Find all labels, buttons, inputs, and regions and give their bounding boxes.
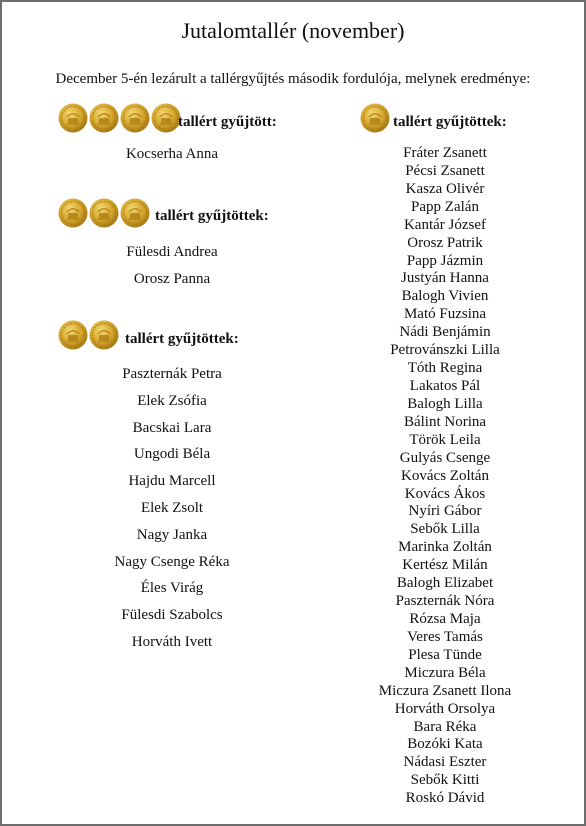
group-three-coins (58, 198, 269, 228)
name-item: Horváth Orsolya (394, 700, 496, 717)
name-item: Tóth Regina (407, 360, 483, 377)
intro-text: December 5-én lezárult a tallérgyűjtés második fordulója, melynek eredménye: (55, 71, 531, 87)
name-item: Nyíri Gábor (408, 503, 482, 520)
taller-coin-icon (360, 103, 390, 133)
group-label: tallért gyűjtöttek: (155, 207, 269, 224)
name-item: Kasza Olivér (405, 180, 485, 197)
group-two-coins (58, 320, 239, 350)
name-item: Plesa Tünde (408, 646, 482, 663)
name-item: Gulyás Csenge (399, 449, 491, 466)
taller-coin-icon (58, 103, 88, 133)
taller-coin-icon (151, 103, 181, 133)
name-item: Nagy Csenge Réka (114, 553, 230, 570)
name-item: Hajdu Marcell (128, 473, 216, 490)
name-item: Paszternák Petra (122, 366, 222, 382)
coin-row (58, 198, 151, 228)
name-item: Kocserha Anna (125, 146, 219, 162)
name-item: Bacskai Lara (132, 419, 212, 436)
name-item: Nagy Janka (136, 526, 208, 543)
name-item: Veres Tamás (407, 628, 483, 645)
name-item: Miczura Zsanett Ilona (378, 682, 512, 699)
name-list-four (42, 145, 302, 163)
name-item: Roskó Dávid (405, 790, 485, 807)
name-item: Kovács Ákos (404, 485, 486, 502)
group-four-coins (58, 103, 277, 133)
name-item: Fráter Zsanett (403, 145, 487, 161)
group-label: tallért gyűjtöttek: (125, 330, 239, 347)
name-item: Balogh Elizabet (396, 575, 494, 592)
name-item: Petrovánszki Lilla (390, 342, 500, 359)
name-item: Pécsi Zsanett (405, 162, 485, 179)
name-item: Rózsa Maja (409, 610, 481, 627)
name-item: Bara Réka (413, 718, 477, 735)
taller-coin-icon (58, 320, 88, 350)
name-item: Bálint Norina (403, 413, 487, 430)
name-item: Éles Virág (140, 580, 204, 597)
name-item: Bozóki Kata (407, 736, 483, 753)
name-item: Marinka Zoltán (398, 539, 492, 556)
name-list-two (42, 361, 302, 656)
taller-coin-icon (89, 198, 119, 228)
name-item: Fülesdi Andrea (126, 244, 218, 260)
name-item: Ungodi Béla (133, 446, 211, 463)
taller-coin-icon (120, 198, 150, 228)
name-item: Miczura Béla (404, 664, 486, 681)
name-item: Elek Zsolt (140, 499, 204, 516)
name-list-one (332, 145, 558, 808)
name-item: Orosz Patrik (407, 234, 483, 251)
page-title: Jutalomtallér (november) (181, 18, 405, 43)
name-item: Papp Zalán (411, 198, 479, 215)
name-item: Sebők Lilla (410, 521, 480, 538)
coin-row (58, 103, 182, 133)
name-item: Balogh Vivien (401, 288, 489, 305)
name-item: Kovács Zoltán (401, 467, 489, 484)
name-item: Papp Jázmin (406, 252, 484, 269)
name-item: Paszternák Nóra (395, 593, 495, 610)
name-item: Mató Fuzsina (403, 306, 487, 323)
name-list-three (42, 239, 302, 293)
name-item: Nádasi Eszter (403, 754, 487, 771)
group-label: tallért gyűjtött: (178, 113, 277, 130)
group-one-coin (360, 103, 507, 133)
name-item: Elek Zsófia (137, 392, 207, 409)
taller-coin-icon (58, 198, 88, 228)
coin-row (360, 103, 391, 133)
name-item: Sebők Kitti (410, 772, 480, 789)
name-item: Horváth Ivett (131, 633, 213, 650)
name-item: Balogh Lilla (407, 395, 483, 412)
name-item: Lakatos Pál (409, 377, 481, 394)
taller-coin-icon (89, 103, 119, 133)
name-item: Justyán Hanna (401, 270, 489, 287)
coin-row (58, 320, 120, 350)
taller-coin-icon (120, 103, 150, 133)
name-item: Fülesdi Szabolcs (121, 607, 223, 624)
group-label: tallért gyűjtöttek: (393, 113, 507, 130)
taller-coin-icon (89, 320, 119, 350)
name-item: Orosz Panna (133, 271, 211, 287)
name-item: Török Leila (409, 431, 481, 448)
name-item: Kertész Milán (402, 557, 488, 574)
name-item: Kantár József (403, 216, 487, 233)
name-item: Nádi Benjámin (399, 324, 491, 341)
